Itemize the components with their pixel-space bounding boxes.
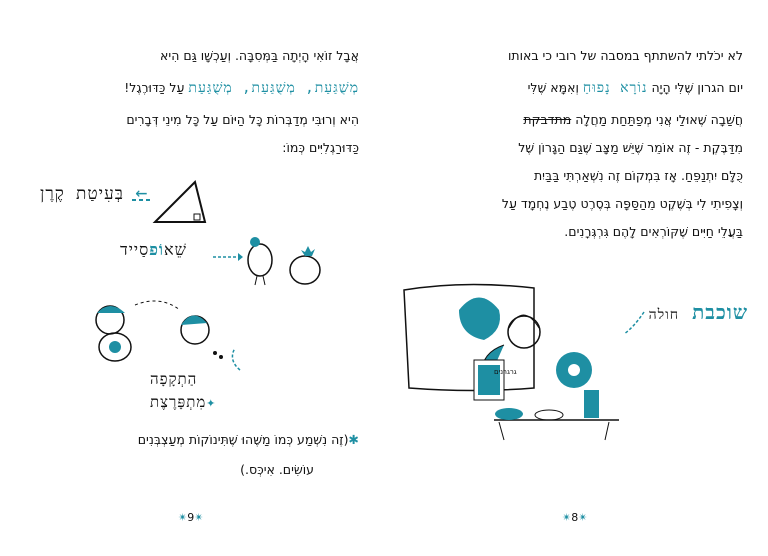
footnote-line-1: ✱(זֶה נִשְׁמַע כְּמוֹ מַשֶּׁהוּ שֶׁתִּינוֹקוֹת מְעַצְבְּנִים xyxy=(137,432,359,447)
crazy-repeat-text: מְשֻׁגַּעַת, מְשֻׁגַּעַת, מְשֻׁגַּעַת xyxy=(188,80,359,96)
swollen-text: נוֹרָא נָפוּחַ xyxy=(582,80,648,96)
text-line-3: חֲשַׁבָה שֶׁאוּלַי אֲנִי מְפַתַּחַת מַחֲלָה מתדבקת xyxy=(523,112,743,127)
chicken-illustration xyxy=(245,230,325,290)
text-line-6: וְצָפִיתִי לִי בְּשֶׁקֶט מֵהַסַּפָּה בְּסֶרֶט טֶבַע נֶחְמָד עַל xyxy=(501,196,743,211)
page-number-right: ✴8✴ xyxy=(562,511,588,524)
text-line-2 xyxy=(124,80,359,97)
football-word: עַל כַּדּוּרֶגֶל! xyxy=(124,80,185,95)
text-line-4: כַּדּוּרַגְלִיִּים כְּמוֹ: xyxy=(282,140,359,155)
page-number-left: ✴9✴ xyxy=(178,511,204,524)
lying-sick-label: שוכבת חולה xyxy=(648,300,748,324)
attack-label-2: ✦מִתְפָּרֶצֶת xyxy=(150,393,217,411)
arrow-to-chickens xyxy=(213,252,243,262)
babies-illustration xyxy=(75,295,235,375)
text-line-1: אֲבָל זוֹאִי הָיְתָה בַּמְּסִבָּה. וְעַכְשָׁו גַּם הִיא xyxy=(160,48,359,63)
triangle-illustration xyxy=(150,180,210,225)
text-line-3: הִיא וְרוּבִּי מְדַבְּרוֹת כָּל הַיּוֹם עַל כָּל מִינֵי דְּבָרִים xyxy=(126,112,359,127)
offside-label: שֵׁאוֹפסַייד xyxy=(120,240,187,259)
arrow-to-girl xyxy=(619,310,649,340)
text-line-2: יום הגרון שֶׁלִּי הָיָה נוֹרָא נָפוּחַ וְאִמָּא שֶׁלִּי xyxy=(527,80,743,96)
attack-label-1: הַתְקָפָה xyxy=(150,370,198,388)
asterisk-icon: ✱ xyxy=(348,432,359,447)
book-title: גרגרנים xyxy=(494,368,517,376)
footnote-line-2: עוֹשִׂים. אִיכְּס.) xyxy=(240,462,314,477)
text-line-5: כֻּלָּם יִתְנַפֵּחַ. אָז בִּמְקוֹם זֶה נִשְׁאַרְתִּי בַּבַּיִת xyxy=(533,168,743,183)
strikethrough-word: מתדבקת xyxy=(523,112,572,127)
text-line-4: מִדַּבֶּקֶת - זֶה אוֹמֵר שֶׁיֵּשׁ מַצָּב שֶׁגַּם הַגָּרוֹן שֶׁל xyxy=(518,140,743,155)
curved-arrow xyxy=(225,345,245,375)
right-page xyxy=(384,0,768,556)
text-line-7: בַּעֲלֵי חַיִּים שֶׁקּוֹרְאִים לָהֶם גִּרְגְּרָנִים. xyxy=(564,224,743,239)
sick-girl-illustration xyxy=(399,270,634,445)
corner-kick-label: ← בְּעִיטַת קֶרֶן xyxy=(40,180,149,204)
text-line-1: לא יכֹלתי להשתתף במסבה של רובי כי באותו xyxy=(507,48,743,63)
